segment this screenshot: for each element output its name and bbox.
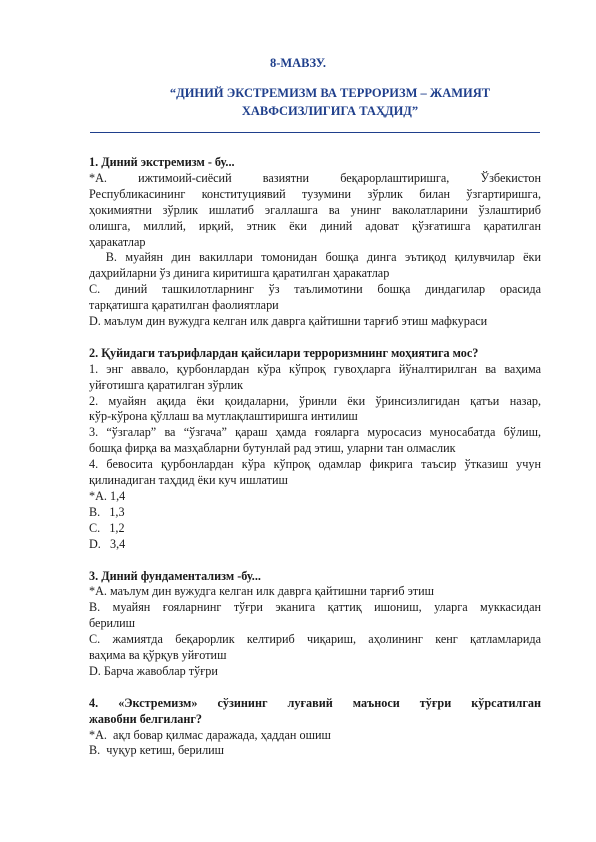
question-1: [89, 155, 541, 330]
question-2-line: кўр-кўрона қўллаш ва мутлақлаштиришга интилиш: [89, 409, 358, 424]
question-3-line: берилиш: [89, 616, 136, 631]
question-1-line: ҳокимиятни зўрлик ишлатиб эгаллашга ва унинг ваколатларини ўзлаштириб: [89, 202, 541, 217]
question-1-line: *А. ижтимоий-сиёсий вазиятни беқарорлаштиришга, Ўзбекистон: [89, 170, 541, 185]
question-2-line: 3. “ўзгалар” ва “ўзгача” қараш ҳамда ғояларга муросасиз муносабатда бўлиш,: [89, 425, 541, 440]
title-line-1: “ДИНИЙ ЭКСТРЕМИЗМ ВА ТЕРРОРИЗМ – ЖАМИЯТ: [169, 86, 491, 100]
question-1-line: ҳаракатлар: [89, 234, 146, 249]
question-1-line: С. диний ташкилотларнинг ўз таълимотини бошқа диндагилар орасида: [89, 282, 541, 297]
questions-list: [89, 155, 541, 759]
question-2-line: 4. бевосита қурбонлардан кўра кўпроқ одамлар фикрига таъсир ўтказиш учун: [89, 457, 541, 472]
question-1-line: D. маълум дин вужудга келган илк даврга қайтишни тарғиб этиш мафкураси: [89, 314, 488, 329]
question-1-line: В. муайян дин вакиллари томонидан бошқа динга эътиқод қилувчилар ёки: [89, 250, 541, 265]
question-1-line: тарқатишга қаратилган фаолиятлари: [89, 298, 279, 313]
question-4-line: В. чуқур кетиш, берилиш: [89, 743, 225, 758]
question-3: [89, 569, 541, 680]
page-title: [130, 84, 530, 120]
question-2-option: С. 1,2: [89, 520, 125, 535]
question-4-title-cont: жавобни белгиланг?: [89, 711, 203, 726]
question-3-line: D. Барча жавоблар тўғри: [89, 663, 218, 678]
question-3-title: 3. Диний фундаментализм -бу...: [89, 568, 261, 583]
question-2-line: 2. муайян ақида ёки қоидаларни, ўринли ёки ўринсизлигидан қатъи назар,: [89, 393, 541, 408]
question-2-line: бошқа фирқа ва мазҳабларни бутунлай рад этиш, уларни тан олмаслик: [89, 441, 456, 456]
question-4: [89, 696, 541, 760]
question-1-line: олишга, миллий, ирқий, этник ёки диний адоват қўзғатишга қаратилган: [89, 218, 541, 233]
question-2: [89, 346, 541, 553]
question-3-line: В. муайян ғояларнинг тўғри эканига қаттиқ ишониш, уларга муккасидан: [89, 600, 541, 615]
question-2-option: D. 3,4: [89, 536, 126, 551]
topic-number: 8-МАВЗУ.: [269, 56, 327, 70]
question-1-title: 1. Диний экстремизм - бу...: [89, 155, 235, 169]
title-line-2: ХАВФСИЗЛИГИГА ТАҲДИД”: [241, 104, 419, 118]
question-2-option: В. 1,3: [89, 504, 125, 519]
question-1-line: даҳрийларни ўз динига киритишга қаратилган ҳаракатлар: [89, 266, 390, 281]
question-1-line: Республикасининг конституциявий тузумини зўрлик билан ўзгартиришга,: [89, 186, 541, 201]
question-2-option: *А. 1,4: [89, 489, 126, 504]
question-2-title: 2. Қуйидаги таърифлардан қайсилари терроризмнинг моҳиятига мос?: [89, 345, 479, 360]
title-divider: [90, 132, 540, 133]
question-4-title: 4. «Экстремизм» сўзининг луғавий маъноси тўғри кўрсатилган: [89, 695, 541, 710]
question-4-line: *А. ақл бовар қилмас даражада, ҳаддан ошиш: [89, 727, 331, 742]
question-3-line: С. жамиятда беқарорлик келтириб чиқариш, аҳолининг кенг қатламларида: [89, 632, 541, 647]
question-2-line: 1. энг аввало, қурбонлардан кўра кўпроқ гувоҳларга йўналтирилган ва ваҳима: [89, 361, 541, 376]
question-3-line: *А. маълум дин вужудга келган илк даврга қайтишни тарғиб этиш: [89, 584, 435, 599]
question-2-line: қилинадиган таҳдид ёки куч ишлатиш: [89, 473, 288, 488]
question-2-line: уйғотишга қаратилган зўрлик: [89, 377, 244, 392]
question-3-line: ваҳима ва қўрқув уйғотиш: [89, 648, 227, 663]
